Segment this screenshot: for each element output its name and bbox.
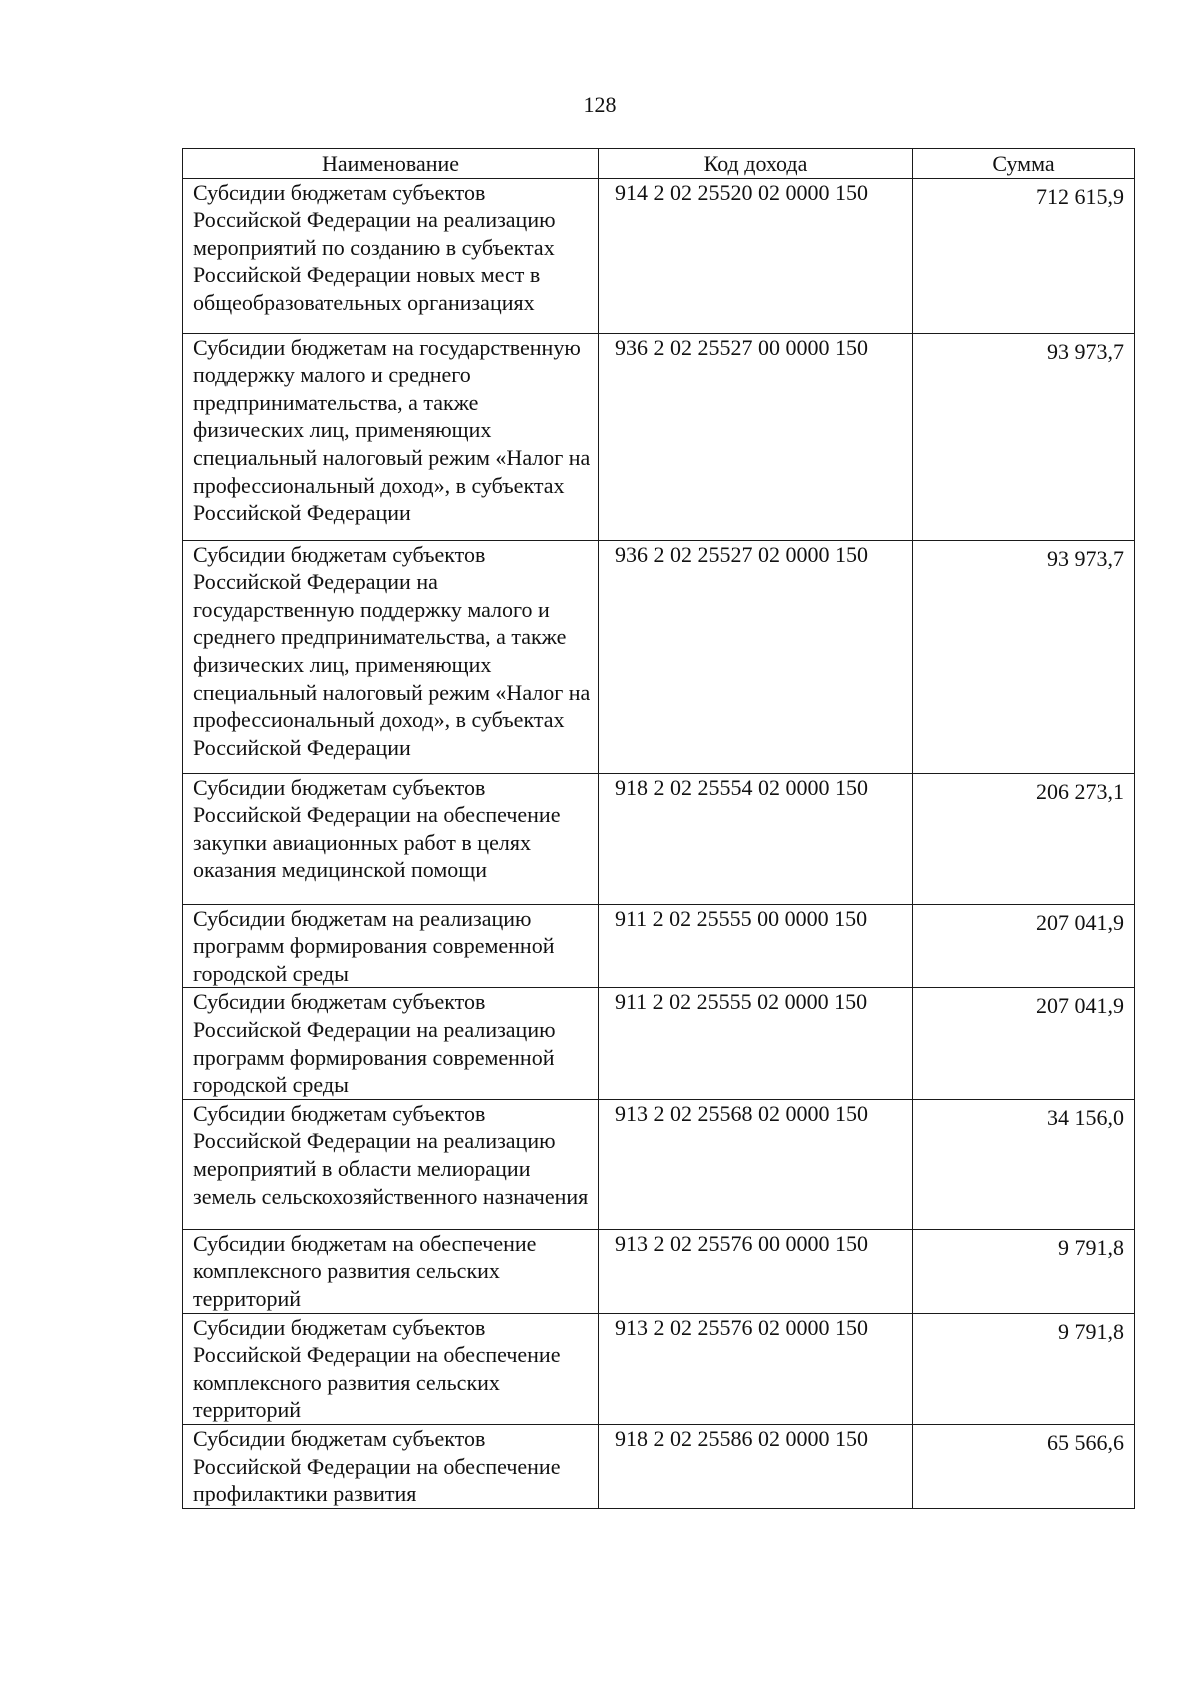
row-name: Субсидии бюджетам субъектов Российской Федерации на реализацию программ формирования современной городской среды — [183, 988, 599, 1099]
row-name: Субсидии бюджетам субъектов Российской Федерации на обеспечение профилактики развития — [183, 1424, 599, 1508]
row-sum: 207 041,9 — [913, 988, 1135, 1099]
row-code: 913 2 02 25576 02 0000 150 — [599, 1313, 913, 1424]
table-row — [183, 1424, 1135, 1508]
row-name: Субсидии бюджетам субъектов Российской Федерации на реализацию мероприятий по созданию в субъектах Российской Федерации новых мест в общеобразовательных организациях — [183, 178, 599, 333]
row-sum: 9 791,8 — [913, 1229, 1135, 1313]
table-row — [183, 1099, 1135, 1229]
row-name: Субсидии бюджетам на обеспечение комплексного развития сельских территорий — [183, 1229, 599, 1313]
row-code: 936 2 02 25527 02 0000 150 — [599, 540, 913, 773]
row-code: 911 2 02 25555 02 0000 150 — [599, 988, 913, 1099]
row-sum: 9 791,8 — [913, 1313, 1135, 1424]
row-code: 914 2 02 25520 02 0000 150 — [599, 178, 913, 333]
table-header-row — [183, 149, 1135, 179]
table-row — [183, 1229, 1135, 1313]
header-sum: Сумма — [913, 149, 1135, 179]
row-sum: 206 273,1 — [913, 773, 1135, 904]
row-name: Субсидии бюджетам субъектов Российской Федерации на обеспечение закупки авиационных работ в целях оказания медицинской помощи — [183, 773, 599, 904]
row-sum: 207 041,9 — [913, 904, 1135, 988]
row-sum: 93 973,7 — [913, 333, 1135, 540]
row-name: Субсидии бюджетам субъектов Российской Федерации на реализацию мероприятий в области мелиорации земель сельскохозяйственного назначения — [183, 1099, 599, 1229]
header-name: Наименование — [183, 149, 599, 179]
row-sum: 34 156,0 — [913, 1099, 1135, 1229]
row-name: Субсидии бюджетам на государственную поддержку малого и среднего предпринимательства, а также физических лиц, применяющих специальный налоговый режим «Налог на профессиональный доход», в субъектах Российской Федерации — [183, 333, 599, 540]
row-code: 913 2 02 25568 02 0000 150 — [599, 1099, 913, 1229]
table-row — [183, 773, 1135, 904]
row-code: 913 2 02 25576 00 0000 150 — [599, 1229, 913, 1313]
row-name: Субсидии бюджетам субъектов Российской Федерации на государственную поддержку малого и среднего предпринимательства, а также физических лиц, применяющих специальный налоговый режим «Налог на профессиональный доход», в субъектах Российской Федерации — [183, 540, 599, 773]
row-sum: 712 615,9 — [913, 178, 1135, 333]
row-sum: 93 973,7 — [913, 540, 1135, 773]
table-row — [183, 333, 1135, 540]
revenue-table — [182, 148, 1135, 1509]
row-code: 911 2 02 25555 00 0000 150 — [599, 904, 913, 988]
row-code: 918 2 02 25554 02 0000 150 — [599, 773, 913, 904]
page-number: 128 — [583, 92, 617, 117]
table-row — [183, 178, 1135, 333]
table-row — [183, 988, 1135, 1099]
row-code: 918 2 02 25586 02 0000 150 — [599, 1424, 913, 1508]
row-code: 936 2 02 25527 00 0000 150 — [599, 333, 913, 540]
header-code: Код дохода — [599, 149, 913, 179]
table-row — [183, 1313, 1135, 1424]
table-row — [183, 904, 1135, 988]
row-name: Субсидии бюджетам на реализацию программ формирования современной городской среды — [183, 904, 599, 988]
row-sum: 65 566,6 — [913, 1424, 1135, 1508]
table-row — [183, 540, 1135, 773]
row-name: Субсидии бюджетам субъектов Российской Федерации на обеспечение комплексного развития сельских территорий — [183, 1313, 599, 1424]
